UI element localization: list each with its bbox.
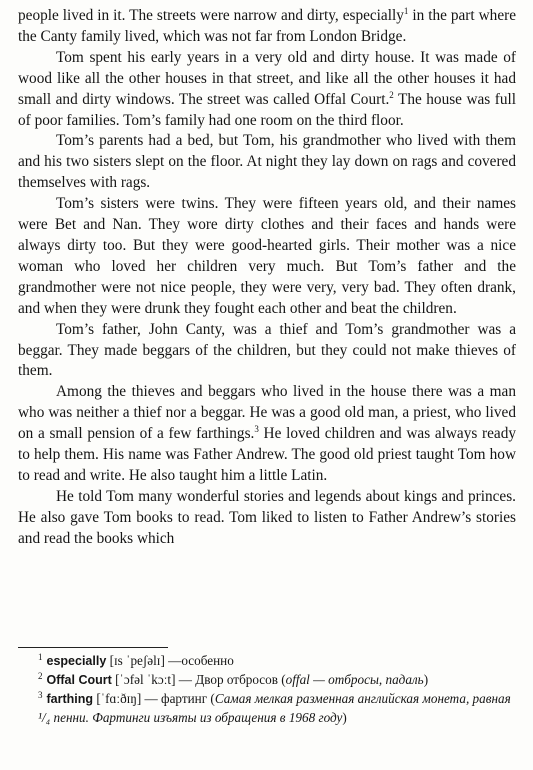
text-run: Among the thieves and beggars who lived in the house there was a man who was neither a thief nor a beggar. He was a good old man, a priest, who lived on a small pension of a few farthings. xyxy=(18,383,516,443)
footnote-marker: 3 xyxy=(254,424,259,435)
footnote-pronunciation: [ˈfɑːðɪŋ] — xyxy=(93,691,162,707)
footnote-tail: ) xyxy=(342,709,347,725)
paragraph: Tom’s parents had a bed, but Tom, his grandmother who lived with them and his two sisters slept on the floor. At night they lay down on rags and covered themselves with rags. xyxy=(18,132,516,192)
footnote xyxy=(18,652,516,670)
footnote-number: 1 xyxy=(38,651,43,662)
footnote-tail: ) xyxy=(423,672,429,688)
footnote-note: Самая мелкая разменная английская монета, равная ¹/₄ пенни. Фартинги изъяты из обращения в 1968 году xyxy=(38,691,511,725)
text-run: Tom spent his early years in a very old and dirty house. It was made of wood like all the other houses in that street, and like all the other houses it had small and dirty windows. The street was called Offal Court. xyxy=(18,48,516,108)
footnote-number: 2 xyxy=(38,670,43,681)
footnote-pronunciation: [ɪs ˈpeʃəlɪ] — xyxy=(106,653,182,668)
text-run: The house was full of poor families. Tom’s family had one room on the third floor. xyxy=(18,90,516,129)
footnote-marker: 2 xyxy=(389,89,394,100)
paragraph xyxy=(18,48,516,132)
paragraph: He told Tom many wonderful stories and legends about kings and princes. He also gave Tom books to read. Tom liked to listen to Father Andrew’s stories and read the books which xyxy=(18,487,516,547)
footnote xyxy=(18,690,516,726)
footnote-translation: особенно xyxy=(181,653,234,668)
footnote-note: offal — отбросы, падаль xyxy=(285,672,424,688)
paragraph xyxy=(18,6,516,48)
footnote-pronunciation: [ˈɔfəl ˈkɔːt] — xyxy=(111,672,196,688)
footnote-number: 3 xyxy=(38,690,43,701)
footnote xyxy=(18,671,516,689)
paragraph xyxy=(18,382,516,487)
text-run: He loved children and was always ready to help them. His name was Father Andrew. The good old priest taught Tom how to read and write. He also taught him a little Latin. xyxy=(18,425,516,484)
footnote-translation: Двор отбросов ( xyxy=(195,672,286,688)
footnote-translation: фартинг ( xyxy=(161,691,215,707)
main-text xyxy=(18,6,516,550)
footnote-divider xyxy=(18,647,168,648)
footnote-term: especially xyxy=(46,654,107,668)
paragraph: Tom’s father, John Canty, was a thief and Tom’s grandmother was a beggar. They made beggars of the children, but they could not make thieves of them. xyxy=(18,320,516,380)
text-run: in the part where the Canty family lived, which was not far from London Bridge. xyxy=(18,7,516,45)
footnotes xyxy=(18,652,516,728)
footnote-term: Offal Court xyxy=(46,673,112,688)
paragraph: Tom’s sisters were twins. They were fifteen years old, and their names were Bet and Nan. They wore dirty clothes and their faces and hands were always dirty too. But they were good-hearted girls. Their mother was a nice woman who loved her children very much. But Tom’s father and the grandmother were not nice people, they were very, very bad. They often drank, and when they were drunk they fought each other and beat the children. xyxy=(18,195,516,317)
footnote-term: farthing xyxy=(46,692,94,707)
footnote-marker: 1 xyxy=(403,5,409,16)
text-run: people lived in it. The streets were narrow and dirty, especially xyxy=(18,7,404,24)
